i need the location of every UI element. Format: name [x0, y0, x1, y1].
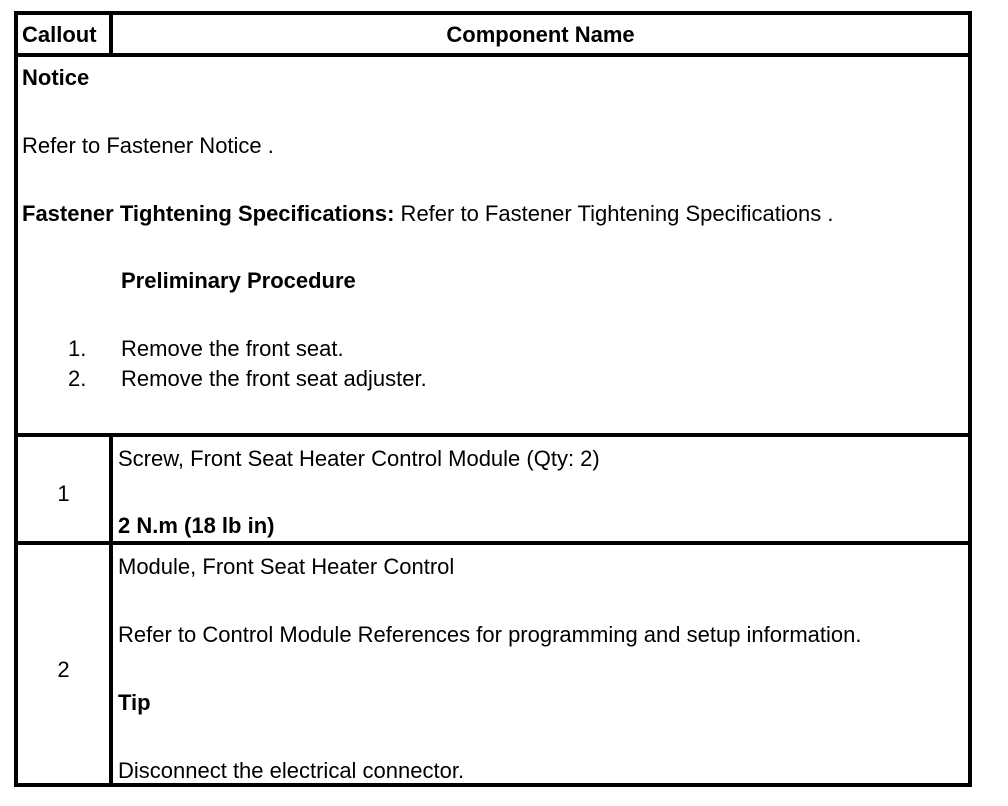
row-2-tip-heading: Tip	[118, 690, 151, 715]
row-1-title: Screw, Front Seat Heater Control Module (Qty: 2)	[118, 446, 600, 471]
tightening-spec-line	[22, 203, 833, 225]
row-2-tip-text: Disconnect the electrical connector.	[118, 758, 465, 783]
callout-header: Callout	[22, 22, 97, 47]
tightening-spec-text: Refer to Fastener Tightening Specifications .	[394, 201, 834, 226]
component-name-header: Component Name	[446, 22, 635, 47]
notice-divider	[18, 433, 968, 437]
row-1-torque: 2 N.m (18 lb in)	[118, 513, 275, 538]
header-divider	[18, 53, 968, 57]
step-number: 1.	[68, 336, 87, 361]
row-divider	[18, 541, 968, 545]
fastener-notice-text: Refer to Fastener Notice .	[22, 133, 274, 158]
component-table	[14, 11, 972, 787]
notice-heading: Notice	[22, 65, 90, 90]
row-1-callout: 1	[57, 481, 70, 506]
row-2-title: Module, Front Seat Heater Control	[118, 554, 455, 579]
preliminary-procedure-heading: Preliminary Procedure	[121, 268, 356, 293]
row-2-refer-text: Refer to Control Module References for programming and setup information.	[118, 622, 862, 647]
rows-column-divider	[109, 433, 113, 783]
tightening-spec-label: Fastener Tightening Specifications:	[22, 201, 395, 226]
step-text: Remove the front seat.	[121, 336, 344, 361]
row-2-callout: 2	[57, 657, 70, 682]
step-number: 2.	[68, 366, 87, 391]
step-text: Remove the front seat adjuster.	[121, 366, 427, 391]
